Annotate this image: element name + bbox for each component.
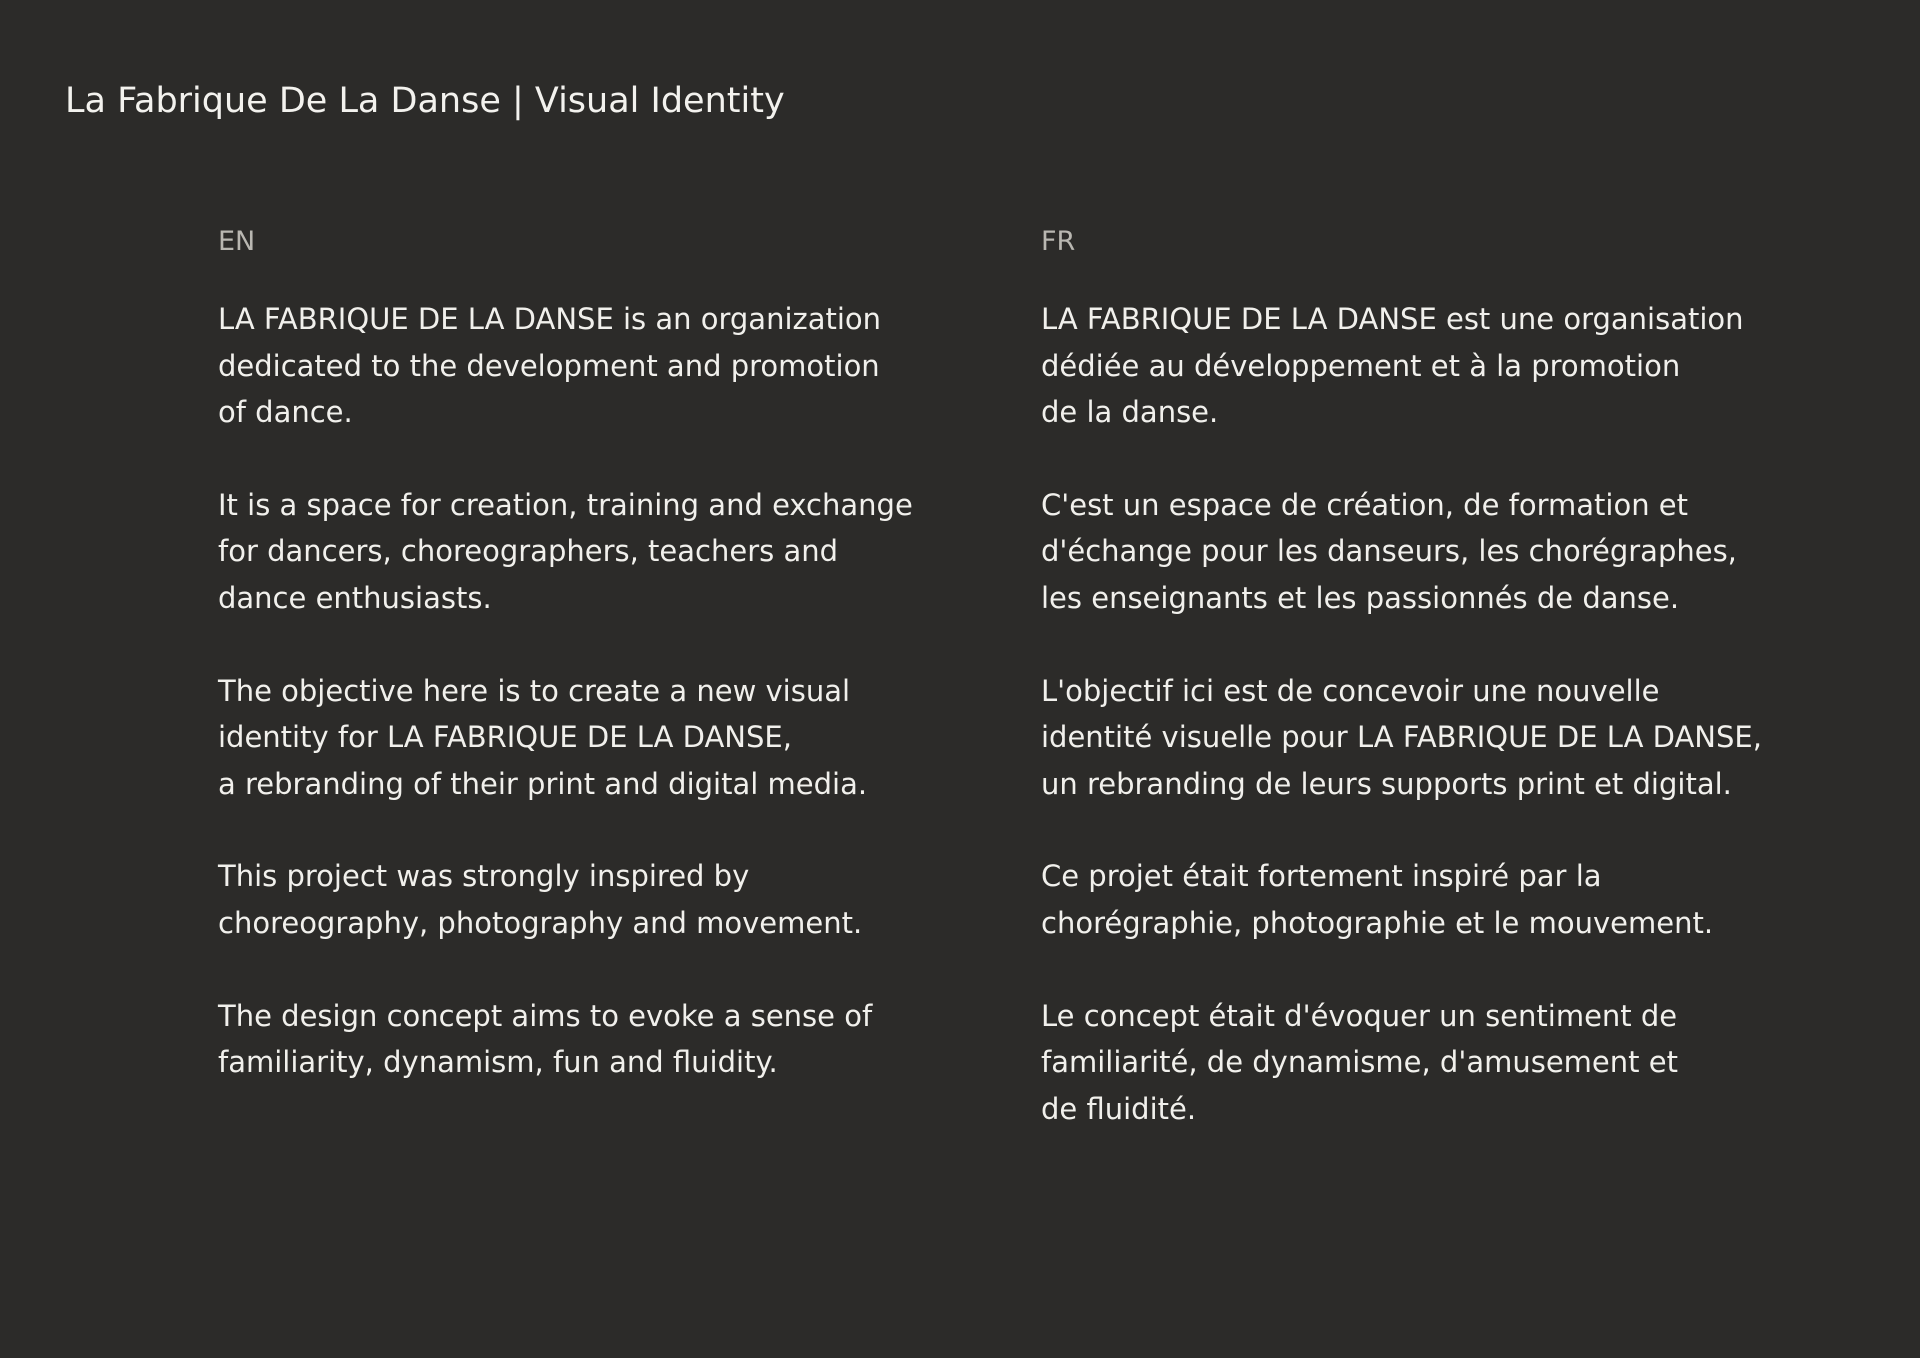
text-line: d'échange pour les danseurs, les chorégraphes,: [1041, 534, 1737, 569]
text-line: identité visuelle pour LA FABRIQUE DE LA DANSE,: [1041, 720, 1762, 755]
text-line: identity for LA FABRIQUE DE LA DANSE,: [218, 720, 792, 755]
text-line: This project was strongly inspired by: [218, 859, 750, 894]
text-line: a rebranding of their print and digital media.: [218, 766, 868, 801]
text-line: un rebranding de leurs supports print et digital.: [1041, 766, 1732, 801]
text-line: dédiée au développement et à la promotion: [1041, 348, 1681, 383]
text-line: C'est un espace de création, de formation et: [1041, 487, 1689, 522]
paragraph: [218, 993, 998, 1086]
text-line: for dancers, choreographers, teachers and: [218, 534, 839, 569]
text-line: chorégraphie, photographie et le mouvement.: [1041, 905, 1714, 940]
text-line: de la danse.: [1041, 395, 1219, 430]
english-column: [218, 222, 998, 1132]
language-label-en: EN: [218, 226, 256, 257]
text-line: choreography, photography and movement.: [218, 905, 863, 940]
text-line: Ce projet était fortement inspiré par la: [1041, 859, 1602, 894]
paragraph: [1041, 853, 1841, 946]
language-label-fr: FR: [1041, 226, 1076, 257]
text-line: The design concept aims to evoke a sense of: [218, 998, 873, 1033]
text-line: les enseignants et les passionnés de danse.: [1041, 580, 1680, 615]
french-column: [1041, 222, 1841, 1178]
text-line: dance enthusiasts.: [218, 580, 492, 615]
text-line: familiarité, de dynamisme, d'amusement et: [1041, 1045, 1678, 1080]
paragraph: [1041, 482, 1841, 622]
paragraph: [218, 853, 998, 946]
text-line: LA FABRIQUE DE LA DANSE is an organization: [218, 302, 882, 336]
paragraph: [218, 482, 998, 622]
text-line: LA FABRIQUE DE LA DANSE est une organisation: [1041, 302, 1744, 336]
text-line: de fluidité.: [1041, 1091, 1197, 1126]
paragraph: [1041, 296, 1841, 436]
paragraph: [1041, 993, 1841, 1133]
text-line: The objective here is to create a new visual: [218, 673, 851, 708]
page-title: La Fabrique De La Danse | Visual Identity: [65, 81, 785, 122]
text-line: familiarity, dynamism, fun and fluidity.: [218, 1045, 778, 1080]
paragraph: [218, 668, 998, 808]
text-line: It is a space for creation, training and exchange: [218, 487, 913, 522]
text-line: L'objectif ici est de concevoir une nouvelle: [1041, 673, 1660, 708]
text-line: Le concept était d'évoquer un sentiment de: [1041, 998, 1678, 1033]
text-line: of dance.: [218, 395, 353, 430]
text-line: dedicated to the development and promotion: [218, 348, 880, 383]
paragraph: [1041, 668, 1841, 808]
paragraph: [218, 296, 998, 436]
